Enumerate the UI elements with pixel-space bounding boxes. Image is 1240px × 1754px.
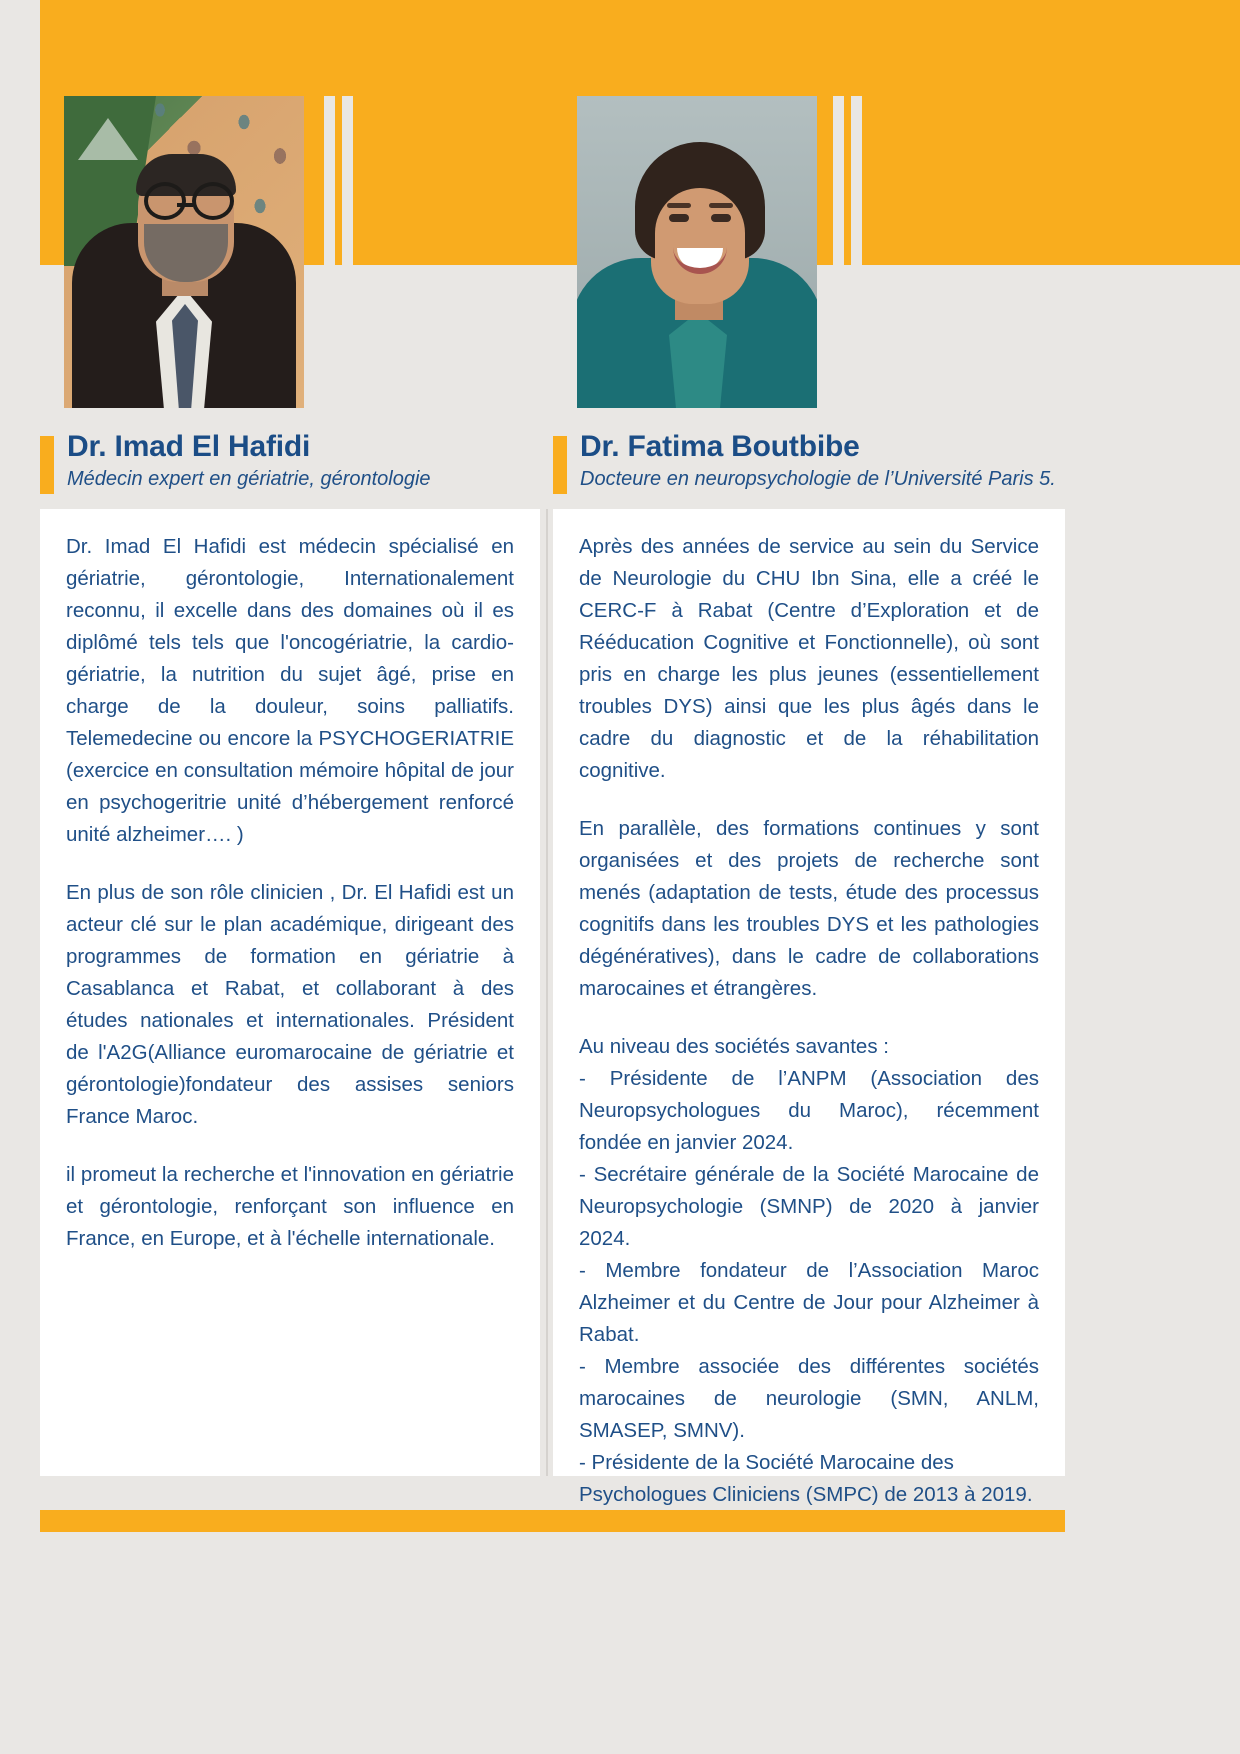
list-item: - Secrétaire générale de la Société Marocaine de Neuropsychologie (SMNP) de 2020 à janvier 2024. [579, 1163, 1039, 1250]
bio-column-right [553, 509, 1065, 1506]
column-divider [546, 509, 548, 1476]
bio-paragraph: Après des années de service au sein du Service de Neurologie du CHU Ibn Sina, elle a créé le CERC-F à Rabat (Centre d’Exploration et de Rééducation Cognitive et Fonctionnelle), où sont pris en charge les plus jeunes (essentiellement troubles DYS) ainsi que les plus âgés dans le cadre du diagnostic et de la réhabilitation cognitive. [579, 535, 1039, 782]
header-left-margin [0, 0, 40, 265]
bio-column-left [40, 509, 540, 1476]
eyeglasses-right-lens [192, 182, 234, 220]
portrait-photo-fatima-boutbibe [577, 96, 817, 408]
list-item: - Présidente de l’ANPM (Association des Neuropsychologues du Maroc), récemment fondée en janvier 2024. [579, 1067, 1039, 1154]
bio-paragraph: il promeut la recherche et l'innovation en gériatrie et gérontologie, renforçant son influence en France, en Europe, et à l'échelle internationale. [66, 1163, 514, 1250]
list-item: - Membre fondateur de l’Association Maroc Alzheimer et du Centre de Jour pour Alzheimer à Rabat. [579, 1259, 1039, 1346]
accent-bar-right [553, 436, 567, 494]
accent-bar-left [40, 436, 54, 494]
societies-list-intro: Au niveau des sociétés savantes : [579, 1035, 889, 1058]
speaker-name-right: Dr. Fatima Boutbibe [580, 430, 860, 463]
footer-accent-bar [40, 1510, 1065, 1532]
speaker-role-right: Docteure en neuropsychologie de l’Université Paris 5. [580, 468, 1056, 490]
bio-paragraph: En parallèle, des formations continues y sont organisées et des projets de recherche sont menés (adaptation de tests, étude des processus cognitifs dans les troubles DYS et les pathologies dégénératives), dans le cadre de collaborations marocaines et étrangères. [579, 817, 1039, 1000]
speaker-heading-left [40, 432, 540, 500]
speaker-name-left: Dr. Imad El Hafidi [67, 430, 311, 463]
page-left-margin [0, 265, 40, 1754]
list-item: - Membre associée des différentes sociétés marocaines de neurologie (SMN, ANLM, SMASEP, SMNV). [579, 1355, 1039, 1442]
speaker-role-left: Médecin expert en gériatrie, gérontologie [67, 468, 431, 490]
bio-paragraph: Dr. Imad El Hafidi est médecin spécialisé en gériatrie, gérontologie, Internationalement reconnu, il excelle dans des domaines où il es diplômé tels tels que l'oncogériatrie, la cardio-gériatrie, la nutrition du sujet âgé, prise en charge de la douleur, soins palliatifs. Telemedecine ou encore la PSYCHOGERIATRIE (exercice en consultation mémoire hôpital de jour en psychogeritrie unité d’hébergement renforcé unité alzheimer…. ) [66, 535, 514, 846]
eyeglasses-left-lens [144, 182, 186, 220]
portrait-photo-imad-el-hafidi [64, 96, 304, 408]
speaker-heading-right [553, 432, 1065, 500]
bio-paragraph: En plus de son rôle clinicien , Dr. El Hafidi est un acteur clé sur le plan académique, dirigeant des programmes de formation en gériatrie à Casablanca et Rabat, et collaborant à des études nationales et internationales. Président de l'A2G(Alliance euromarocaine de gériatrie et gérontologie)fondateur des assises seniors France Maroc. [66, 881, 514, 1128]
list-item: - Présidente de la Société Marocaine des Psychologues Cliniciens (SMPC) de 2013 à 2019. [579, 1451, 1033, 1506]
